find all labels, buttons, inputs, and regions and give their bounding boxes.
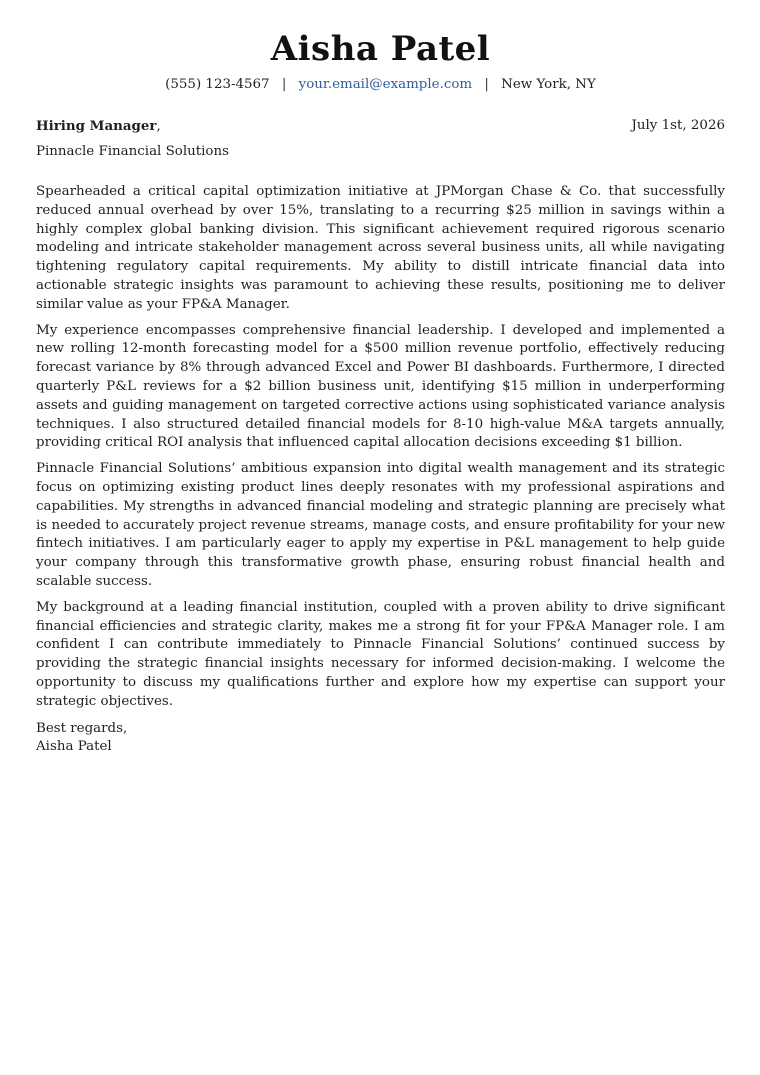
body-paragraph: My experience encompasses comprehensive financial leadership. I developed and implemented a new rolling 12-month forecasting model for a $500 million revenue portfolio, effectively reducing forecast variance by 8% through advanced Excel and Power BI dashboards. Furthermore, I directed quarterly P&L reviews for a $2 billion business unit, identifying $15 million in underperforming assets and guiding management on targeted corrective actions using sophisticated variance analysis techniques. I also structured detailed financial models for 8-10 high-value M&A targets annually, providing critical ROI analysis that influenced capital allocation decisions exceeding $1 billion. — [36, 322, 725, 451]
phone-number: (555) 123-4567 — [165, 77, 270, 92]
cover-letter-page — [36, 30, 725, 757]
letter-date: July 1st, 2026 — [631, 118, 725, 133]
body-paragraph: My background at a leading financial institution, coupled with a proven ability to drive significant financial efficiencies and strategic clarity, makes me a strong fit for your FP&A Manager role. I am confident I can contribute immediately to Pinnacle Financial Solutions’ continued success by providing the strategic financial insights necessary for informed decision-making. I welcome the opportunity to discuss my qualifications further and explore how my expertise can support your strategic objectives. — [36, 599, 725, 709]
location: New York, NY — [501, 77, 596, 92]
recipient-name: Hiring Manager — [36, 118, 157, 134]
letter-body — [36, 183, 725, 712]
body-paragraph: Pinnacle Financial Solutions’ ambitious expansion into digital wealth management and its strategic focus on optimizing existing product lines deeply resonates with my professional aspirations and capabilities. My strengths in advanced financial modeling and strategic planning are precisely what is needed to accurately project revenue streams, manage costs, and ensure profitability for your new fintech initiatives. I am particularly eager to apply my expertise in P&L management to help guide your company through this transformative growth phase, ensuring robust financial health and scalable success. — [36, 461, 725, 589]
body-paragraph: Spearheaded a critical capital optimization initiative at JPMorgan Chase & Co. that successfully reduced annual overhead by over 15%, translating to a recurring $25 million in savings within a highly complex global banking division. This significant achievement required rigorous scenario modeling and intricate stakeholder management across several business units, all while navigating tightening regulatory capital requirements. My ability to distill intricate financial data into actionable strategic insights was paramount to achieving these results, positioning me to deliver similar value as your FP&A Manager. — [36, 184, 725, 312]
recipient-suffix: , — [156, 119, 161, 134]
contact-line — [36, 76, 725, 93]
signature-name: Aisha Patel — [36, 739, 112, 755]
closing-salutation: Best regards, — [36, 720, 128, 736]
contact-separator: | — [484, 77, 489, 92]
letter-meta — [36, 117, 725, 135]
letter-header — [36, 30, 725, 93]
company-name: Pinnacle Financial Solutions — [36, 144, 229, 159]
email-link[interactable]: your.email@example.com — [298, 77, 473, 92]
applicant-name: Aisha Patel — [270, 29, 491, 69]
contact-separator: | — [281, 77, 287, 92]
closing-block — [36, 720, 725, 758]
recipient — [36, 117, 161, 136]
